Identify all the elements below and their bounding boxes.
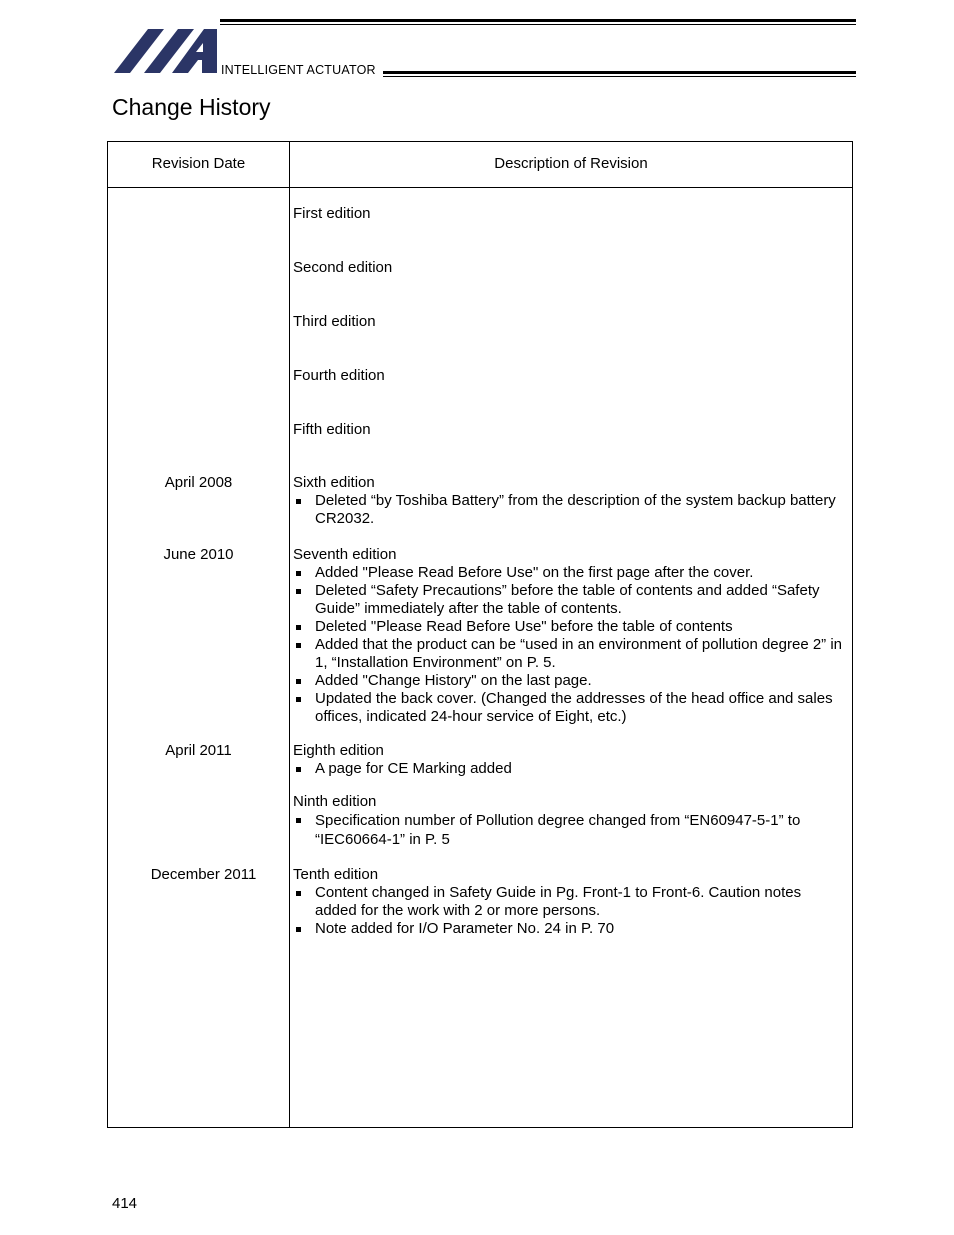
revision-entry xyxy=(293,546,849,726)
edition-title: Fourth edition xyxy=(293,367,385,384)
edition-title: Third edition xyxy=(293,313,376,330)
bullet-square-icon xyxy=(296,679,301,684)
change-text: Deleted “by Toshiba Battery” from the description of the system backup battery CR2032. xyxy=(315,492,836,527)
revision-entry xyxy=(293,474,849,528)
change-text: Added "Please Read Before Use" on the first page after the cover. xyxy=(315,564,754,581)
change-item xyxy=(293,884,849,920)
change-list xyxy=(293,760,849,778)
change-item xyxy=(293,672,849,690)
change-list xyxy=(293,492,849,528)
change-text: Content changed in Safety Guide in Pg. Front-1 to Front-6. Caution notes added for the work with 2 or more persons. xyxy=(315,884,802,919)
column-divider xyxy=(289,141,290,1128)
edition-title: Ninth edition xyxy=(293,793,377,810)
change-text: Note added for I/O Parameter No. 24 in P. 70 xyxy=(315,920,615,937)
change-list xyxy=(293,811,849,849)
bullet-square-icon xyxy=(296,927,301,932)
edition-title: Tenth edition xyxy=(293,866,379,883)
edition-title: First edition xyxy=(293,205,371,222)
change-item xyxy=(293,636,849,672)
edition-title: Seventh edition xyxy=(293,546,397,563)
change-item xyxy=(293,582,849,618)
change-text: Added that the product can be “used in an environment of pollution degree 2” in 1, “Installation Environment” on P. 5. xyxy=(315,636,843,671)
change-item xyxy=(293,811,849,849)
bullet-square-icon xyxy=(296,643,301,648)
revision-date: April 2011 xyxy=(165,742,232,759)
column-header-description: Description of Revision xyxy=(494,155,648,172)
company-name: INTELLIGENT ACTUATOR xyxy=(221,63,376,77)
bullet-square-icon xyxy=(296,891,301,896)
column-header-revision-date: Revision Date xyxy=(151,155,246,172)
revision-entry xyxy=(293,742,849,778)
revision-entry xyxy=(293,259,849,277)
change-item xyxy=(293,564,849,582)
change-text: A page for CE Marking added xyxy=(315,760,512,777)
revision-entry xyxy=(293,866,849,938)
revision-entry xyxy=(293,313,849,331)
change-text: Updated the back cover. (Changed the addresses of the head office and sales offices, indicated 24-hour service of Eight, etc.) xyxy=(315,690,833,725)
header-rule-top xyxy=(220,19,856,25)
iai-logo-icon xyxy=(114,29,218,73)
edition-title: Second edition xyxy=(293,259,393,276)
revision-date: December 2011 xyxy=(150,866,257,883)
revision-entry xyxy=(293,205,849,223)
change-text: Specification number of Pollution degree changed from “EN60947-5-1” to “IEC60664-1” in P. 5 xyxy=(315,812,801,848)
change-item xyxy=(293,920,849,938)
bullet-square-icon xyxy=(296,571,301,576)
header-row-divider xyxy=(107,187,853,188)
edition-title: Fifth edition xyxy=(293,421,371,438)
revision-date: June 2010 xyxy=(163,546,234,563)
revision-entry xyxy=(293,367,849,385)
edition-title: Sixth edition xyxy=(293,474,375,491)
revision-date: April 2008 xyxy=(164,474,233,491)
bullet-square-icon xyxy=(296,697,301,702)
revision-entry xyxy=(293,792,849,849)
change-list xyxy=(293,564,849,726)
change-text: Deleted “Safety Precautions” before the table of contents and added “Safety Guide” immediately after the table of contents. xyxy=(315,582,820,617)
bullet-square-icon xyxy=(296,589,301,594)
change-list xyxy=(293,884,849,938)
page-number: 414 xyxy=(112,1195,138,1212)
edition-title: Eighth edition xyxy=(293,742,384,759)
bullet-square-icon xyxy=(296,499,301,504)
change-text: Deleted "Please Read Before Use" before the table of contents xyxy=(315,618,733,635)
bullet-square-icon xyxy=(296,767,301,772)
bullet-square-icon xyxy=(296,625,301,630)
change-item xyxy=(293,492,849,528)
bullet-square-icon xyxy=(296,818,301,823)
change-text: Added "Change History" on the last page. xyxy=(315,672,592,689)
change-item xyxy=(293,690,849,726)
page-title: Change History xyxy=(112,94,271,120)
revision-entry xyxy=(293,421,849,439)
change-item xyxy=(293,760,849,778)
header-rule-right xyxy=(383,71,856,77)
change-item xyxy=(293,618,849,636)
